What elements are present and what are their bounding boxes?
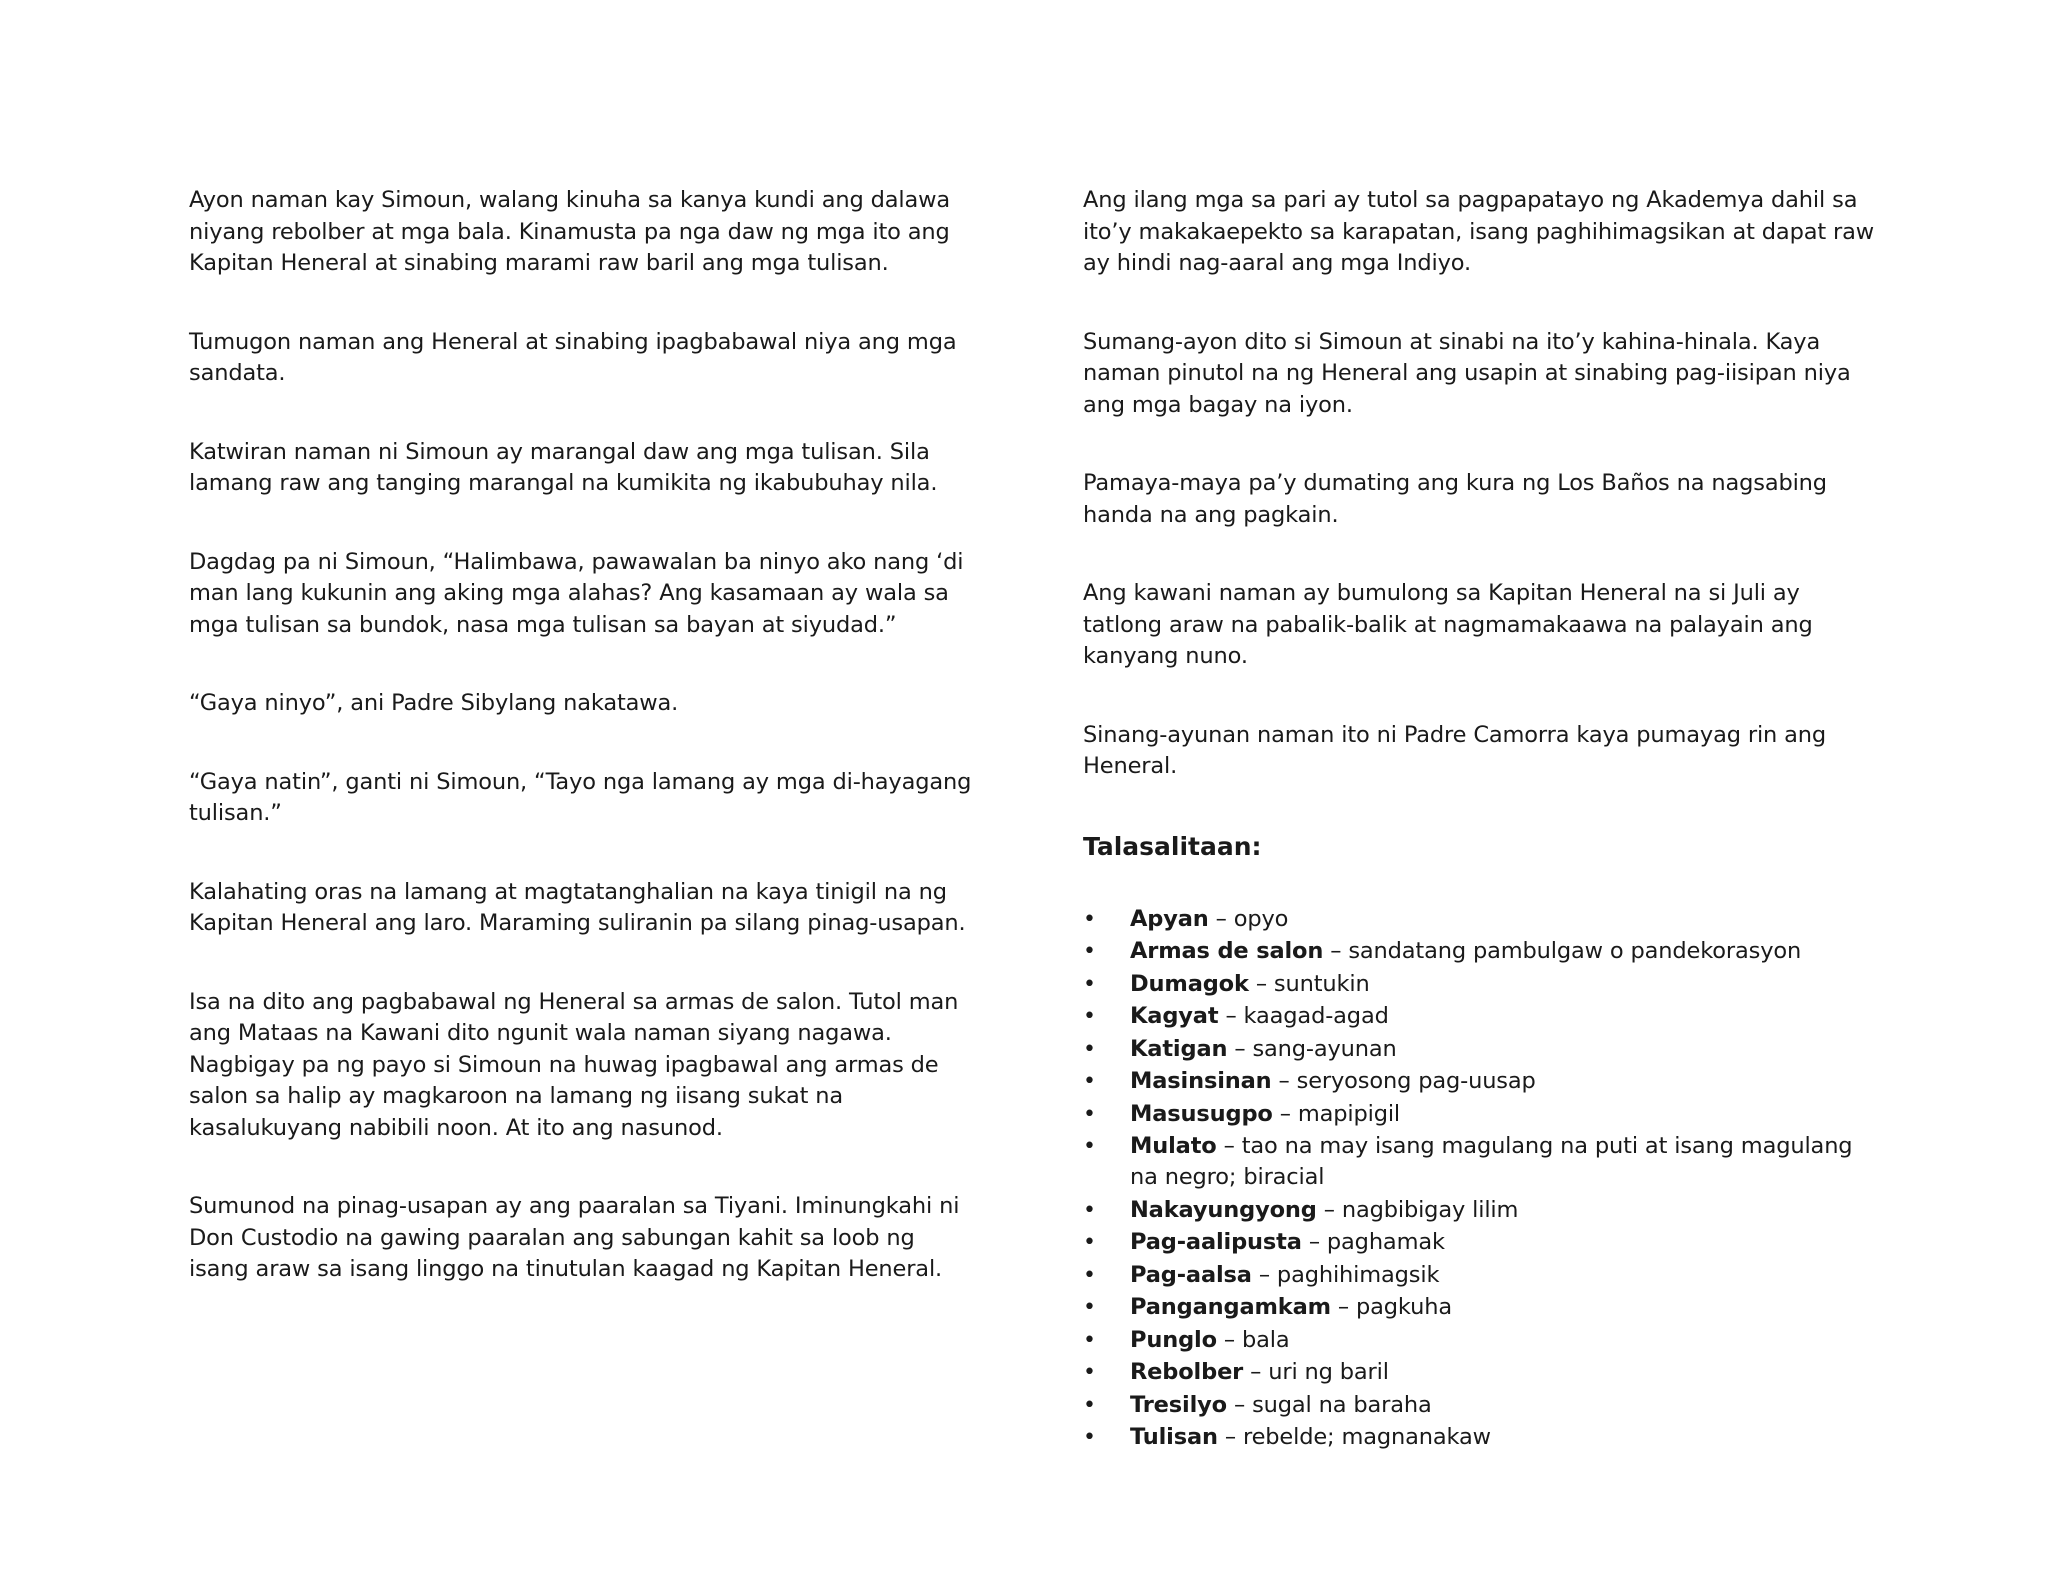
glossary-definition: – sugal na baraha xyxy=(1226,1391,1432,1418)
paragraph: Katwiran naman ni Simoun ay marangal daw ang mga tulisan. Sila lamang raw ang tanging marangal na kumikita ng ikabubuhay nila. xyxy=(189,438,938,496)
bullet-icon: • xyxy=(1083,1327,1096,1353)
bullet-icon: • xyxy=(1083,906,1096,932)
glossary-item xyxy=(1083,1390,1883,1421)
glossary-item xyxy=(1083,1325,1883,1356)
paragraph: Dagdag pa ni Simoun, “Halimbawa, pawawalan ba ninyo ako nang ‘di man lang kukunin ang aking mga alahas? Ang kasamaan ay wala sa mga tulisan sa bundok, nasa mga tulisan sa bayan at siyudad.” xyxy=(189,548,964,638)
paragraph: Pamaya-maya pa’y dumating ang kura ng Los Baños na nagsabing handa na ang pagkain. xyxy=(1083,470,1827,528)
glossary-definition: – sang-ayunan xyxy=(1227,1035,1397,1062)
glossary-definition: – tao na may isang magulang na puti at isang magulang na negro; biracial xyxy=(1130,1133,1853,1190)
glossary-term: Pangangamkam xyxy=(1130,1294,1331,1320)
glossary-item xyxy=(1083,1131,1883,1193)
paragraph: Sumunod na pinag-usapan ay ang paaralan sa Tiyani. Iminungkahi ni Don Custodio na gawing paaralan ang sabungan kahit sa loob ng isang araw sa isang linggo na tinutulan kaagad ng Kapitan Heneral. xyxy=(189,1193,960,1282)
glossary-term: Dumagok xyxy=(1130,970,1249,997)
glossary-term: Masinsinan xyxy=(1130,1068,1272,1094)
bullet-icon: • xyxy=(1083,939,1096,964)
glossary-item xyxy=(1083,969,1883,1000)
glossary-item xyxy=(1083,1195,1883,1226)
left-column xyxy=(189,185,979,1333)
glossary-definition: – pagkuha xyxy=(1330,1294,1452,1320)
glossary-item xyxy=(1083,1099,1883,1130)
paragraph: “Gaya natin”, ganti ni Simoun, “Tayo nga lamang ay mga di-hayagang tulisan.” xyxy=(189,768,972,826)
glossary-definition: – bala xyxy=(1216,1326,1290,1353)
bullet-icon: • xyxy=(1083,1134,1096,1159)
glossary-definition: – rebelde; magnanakaw xyxy=(1217,1424,1491,1450)
glossary-term: Armas de salon xyxy=(1130,938,1324,964)
bullet-icon: • xyxy=(1083,1360,1096,1385)
glossary-list xyxy=(1083,904,1883,1454)
glossary-item xyxy=(1083,1034,1883,1065)
glossary-term: Mulato xyxy=(1130,1133,1217,1159)
paragraph: Ayon naman kay Simoun, walang kinuha sa kanya kundi ang dalawa niyang rebolber at mga bala. Kinamusta pa nga daw ng mga ito ang Kapitan Heneral at sinabing marami raw baril ang mga tulisan. xyxy=(189,187,951,276)
paragraph: Sumang-ayon dito si Simoun at sinabi na ito’y kahina-hinala. Kaya naman pinutol na ng Heneral ang usapin at sinabing pag-iisipan niya ang mga bagay na iyon. xyxy=(1083,328,1851,418)
glossary-item xyxy=(1083,1260,1883,1291)
bullet-icon: • xyxy=(1083,1425,1096,1450)
paragraph: Ang kawani naman ay bumulong sa Kapitan Heneral na si Juli ay tatlong araw na pabalik-balik at nagmamakaawa na palayain ang kanyang nuno. xyxy=(1083,580,1813,669)
paragraph: Ang ilang mga sa pari ay tutol sa pagpapatayo ng Akademya dahil sa ito’y makakaepekto sa karapatan, isang paghihimagsikan at dapat raw ay hindi nag-aaral ang mga Indiyo. xyxy=(1083,187,1875,276)
bullet-icon: • xyxy=(1083,971,1096,997)
bullet-icon: • xyxy=(1083,1262,1096,1288)
glossary-item xyxy=(1083,1357,1883,1388)
glossary-term: Pag-aalsa xyxy=(1130,1261,1252,1288)
right-column xyxy=(1083,185,1883,1455)
glossary-definition: – mapipigil xyxy=(1272,1100,1401,1127)
glossary-definition: – paghihimagsik xyxy=(1251,1261,1440,1288)
glossary-item xyxy=(1083,1066,1883,1097)
glossary-definition: – uri ng baril xyxy=(1243,1359,1389,1385)
paragraph: “Gaya ninyo”, ani Padre Sibylang nakatawa. xyxy=(189,690,679,716)
glossary-definition: – nagbibigay lilim xyxy=(1316,1196,1519,1223)
paragraph: Isa na dito ang pagbabawal ng Heneral sa armas de salon. Tutol man ang Mataas na Kawani dito ngunit wala naman siyang nagawa. Nagbigay pa ng payo si Simoun na huwag ipagbawal ang armas de salon sa halip ay magkaroon na lamang ng iisang sukat na kasalukuyang nabibili noon. At ito ang nasunod. xyxy=(189,988,959,1141)
glossary-term: Punglo xyxy=(1130,1326,1217,1353)
glossary-definition: – kaagad-agad xyxy=(1218,1003,1389,1029)
glossary-term: Tresilyo xyxy=(1130,1391,1227,1418)
bullet-icon: • xyxy=(1083,1036,1096,1062)
bullet-icon: • xyxy=(1083,1392,1096,1418)
glossary-heading: Talasalitaan: xyxy=(1083,831,1262,861)
paragraph: Sinang-ayunan naman ito ni Padre Camorra kaya pumayag rin ang Heneral. xyxy=(1083,721,1827,779)
glossary-term: Kagyat xyxy=(1130,1003,1219,1029)
glossary-term: Rebolber xyxy=(1130,1359,1244,1385)
glossary-definition: – sandatang pambulgaw o pandekorasyon xyxy=(1323,938,1802,964)
glossary-item xyxy=(1083,1001,1883,1032)
glossary-definition: – paghamak xyxy=(1301,1229,1445,1255)
glossary-term: Masusugpo xyxy=(1130,1100,1273,1127)
bullet-icon: • xyxy=(1083,1069,1096,1094)
glossary-term: Apyan xyxy=(1130,905,1209,932)
glossary-term: Pag-aalipusta xyxy=(1130,1229,1302,1255)
glossary-item xyxy=(1083,936,1883,967)
glossary-definition: – seryosong pag-uusap xyxy=(1271,1068,1536,1094)
bullet-icon: • xyxy=(1083,1230,1096,1255)
glossary-definition: – suntukin xyxy=(1248,970,1370,997)
bullet-icon: • xyxy=(1083,1101,1096,1127)
paragraph: Tumugon naman ang Heneral at sinabing ipagbabawal niya ang mga sandata. xyxy=(189,328,957,386)
bullet-icon: • xyxy=(1083,1197,1096,1223)
glossary-item xyxy=(1083,1227,1883,1258)
glossary-term: Katigan xyxy=(1130,1035,1228,1062)
glossary-item xyxy=(1083,1292,1883,1323)
glossary-item xyxy=(1083,1422,1883,1453)
glossary-definition: – opyo xyxy=(1208,905,1289,932)
bullet-icon: • xyxy=(1083,1295,1096,1320)
glossary-term: Tulisan xyxy=(1130,1424,1218,1450)
paragraph: Kalahating oras na lamang at magtatanghalian na kaya tinigil na ng Kapitan Heneral ang laro. Maraming suliranin pa silang pinag-usapan. xyxy=(189,878,966,936)
glossary-term: Nakayungyong xyxy=(1130,1196,1317,1223)
glossary-item xyxy=(1083,904,1883,935)
bullet-icon: • xyxy=(1083,1004,1096,1029)
